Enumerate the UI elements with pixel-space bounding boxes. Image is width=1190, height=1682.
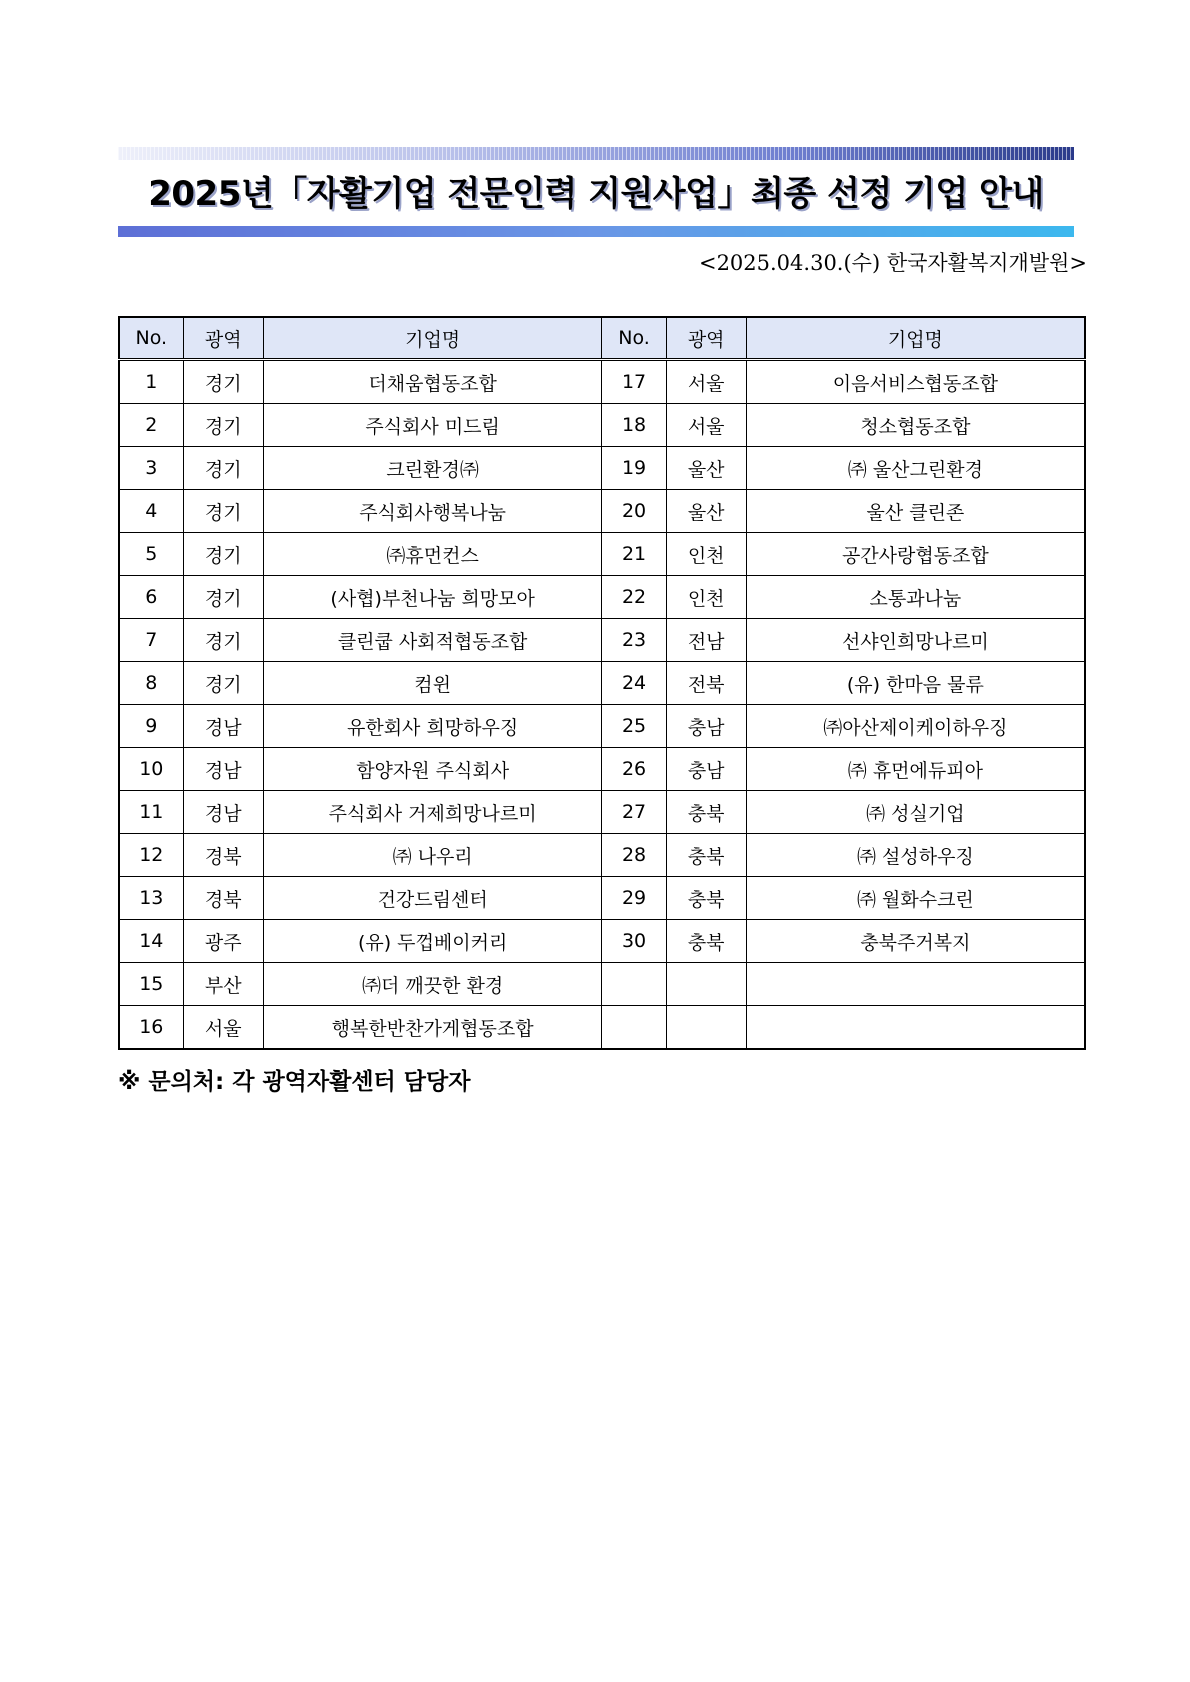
row-region: 경기 xyxy=(183,619,263,662)
row-region: 전북 xyxy=(666,662,746,705)
row-no: 22 xyxy=(602,576,666,619)
row-no: 23 xyxy=(602,619,666,662)
row-no: 3 xyxy=(119,447,183,490)
row-company-name: 주식회사 미드림 xyxy=(263,404,602,447)
row-company-name: ㈜ 휴먼에듀피아 xyxy=(746,748,1085,791)
row-no: 19 xyxy=(602,447,666,490)
row-no: 28 xyxy=(602,834,666,877)
row-company-name: 주식회사행복나눔 xyxy=(263,490,602,533)
row-region: 인천 xyxy=(666,576,746,619)
row-region: 경북 xyxy=(183,834,263,877)
row-no: 13 xyxy=(119,877,183,920)
row-region: 경기 xyxy=(183,404,263,447)
row-company-name: ㈜ 나우리 xyxy=(263,834,602,877)
row-company-name: (유) 두껍베이커리 xyxy=(263,920,602,963)
row-company-name: 더채움협동조합 xyxy=(263,360,602,404)
row-no xyxy=(602,963,666,1006)
row-company-name: ㈜ 성실기업 xyxy=(746,791,1085,834)
table-row xyxy=(119,705,1085,748)
row-no: 26 xyxy=(602,748,666,791)
table-row xyxy=(119,662,1085,705)
row-company-name: 유한회사 희망하우징 xyxy=(263,705,602,748)
row-no: 14 xyxy=(119,920,183,963)
row-region: 경기 xyxy=(183,662,263,705)
row-region: 경기 xyxy=(183,447,263,490)
row-region: 충북 xyxy=(666,791,746,834)
table-row xyxy=(119,1006,1085,1050)
row-no: 18 xyxy=(602,404,666,447)
row-no: 16 xyxy=(119,1006,183,1050)
header-region: 광역 xyxy=(183,317,263,360)
row-region: 서울 xyxy=(666,360,746,404)
row-company-name: 함양자원 주식회사 xyxy=(263,748,602,791)
row-no: 1 xyxy=(119,360,183,404)
row-region: 서울 xyxy=(666,404,746,447)
row-region: 경북 xyxy=(183,877,263,920)
title-top-decorative-bar xyxy=(118,147,1074,160)
row-region: 충북 xyxy=(666,877,746,920)
row-region: 경기 xyxy=(183,360,263,404)
row-no: 10 xyxy=(119,748,183,791)
table-row xyxy=(119,576,1085,619)
row-company-name: 소통과나눔 xyxy=(746,576,1085,619)
row-no: 8 xyxy=(119,662,183,705)
header-region: 광역 xyxy=(666,317,746,360)
row-region: 경기 xyxy=(183,576,263,619)
row-region: 경남 xyxy=(183,748,263,791)
row-no: 9 xyxy=(119,705,183,748)
row-company-name: 클린쿱 사회적협동조합 xyxy=(263,619,602,662)
row-company-name xyxy=(746,963,1085,1006)
row-no: 15 xyxy=(119,963,183,1006)
row-company-name: 크린환경㈜ xyxy=(263,447,602,490)
row-company-name: 충북주거복지 xyxy=(746,920,1085,963)
row-no: 7 xyxy=(119,619,183,662)
row-region: 울산 xyxy=(666,490,746,533)
row-company-name: 공간사랑협동조합 xyxy=(746,533,1085,576)
row-region: 경남 xyxy=(183,791,263,834)
row-region: 인천 xyxy=(666,533,746,576)
row-no: 2 xyxy=(119,404,183,447)
header-company-name: 기업명 xyxy=(746,317,1085,360)
table-row xyxy=(119,791,1085,834)
table-row xyxy=(119,920,1085,963)
row-no: 20 xyxy=(602,490,666,533)
table-row xyxy=(119,404,1085,447)
row-region: 경기 xyxy=(183,533,263,576)
row-region: 울산 xyxy=(666,447,746,490)
table-row xyxy=(119,963,1085,1006)
row-region: 서울 xyxy=(183,1006,263,1050)
contact-note: ※ 문의처: 각 광역자활센터 담당자 xyxy=(118,1069,471,1095)
row-no: 27 xyxy=(602,791,666,834)
row-company-name: 울산 클린존 xyxy=(746,490,1085,533)
table-row xyxy=(119,834,1085,877)
row-company-name: ㈜더 깨끗한 환경 xyxy=(263,963,602,1006)
row-region: 광주 xyxy=(183,920,263,963)
row-no: 6 xyxy=(119,576,183,619)
row-company-name: ㈜ 설성하우징 xyxy=(746,834,1085,877)
row-region: 충북 xyxy=(666,834,746,877)
table-row xyxy=(119,360,1085,404)
header-company-name: 기업명 xyxy=(263,317,602,360)
row-company-name: 이음서비스협동조합 xyxy=(746,360,1085,404)
row-company-name: (사협)부천나눔 희망모아 xyxy=(263,576,602,619)
header-no: No. xyxy=(602,317,666,360)
row-company-name: 주식회사 거제희망나르미 xyxy=(263,791,602,834)
row-region: 충남 xyxy=(666,748,746,791)
row-region: 경기 xyxy=(183,490,263,533)
row-region: 전남 xyxy=(666,619,746,662)
row-no xyxy=(602,1006,666,1050)
row-company-name: ㈜ 월화수크린 xyxy=(746,877,1085,920)
row-no: 30 xyxy=(602,920,666,963)
table-row xyxy=(119,877,1085,920)
date-and-issuer: <2025.04.30.(수) 한국자활복지개발원> xyxy=(698,251,1087,275)
row-region: 충북 xyxy=(666,920,746,963)
table-body xyxy=(119,360,1085,1050)
document-title: 2025년「자활기업 전문인력 지원사업」최종 선정 기업 안내 xyxy=(148,174,1044,214)
header-no: No. xyxy=(119,317,183,360)
table-header-row xyxy=(119,317,1085,360)
table-row xyxy=(119,619,1085,662)
row-region: 충남 xyxy=(666,705,746,748)
row-no: 24 xyxy=(602,662,666,705)
row-no: 11 xyxy=(119,791,183,834)
row-company-name: 선샤인희망나르미 xyxy=(746,619,1085,662)
row-company-name: ㈜휴먼컨스 xyxy=(263,533,602,576)
row-company-name: 컴윈 xyxy=(263,662,602,705)
row-company-name: 행복한반찬가게협동조합 xyxy=(263,1006,602,1050)
row-no: 4 xyxy=(119,490,183,533)
row-company-name: 청소협동조합 xyxy=(746,404,1085,447)
row-region: 부산 xyxy=(183,963,263,1006)
row-no: 21 xyxy=(602,533,666,576)
row-region: 경남 xyxy=(183,705,263,748)
table-row xyxy=(119,748,1085,791)
row-company-name: ㈜아산제이케이하우징 xyxy=(746,705,1085,748)
row-no: 5 xyxy=(119,533,183,576)
row-no: 12 xyxy=(119,834,183,877)
table-row xyxy=(119,447,1085,490)
title-bottom-decorative-bar xyxy=(118,226,1074,237)
row-company-name: ㈜ 울산그린환경 xyxy=(746,447,1085,490)
row-region xyxy=(666,963,746,1006)
selected-companies-table xyxy=(118,316,1086,1050)
row-no: 17 xyxy=(602,360,666,404)
table-row xyxy=(119,533,1085,576)
row-no: 25 xyxy=(602,705,666,748)
row-company-name: (유) 한마음 물류 xyxy=(746,662,1085,705)
row-company-name xyxy=(746,1006,1085,1050)
row-region xyxy=(666,1006,746,1050)
table-row xyxy=(119,490,1085,533)
row-no: 29 xyxy=(602,877,666,920)
row-company-name: 건강드림센터 xyxy=(263,877,602,920)
